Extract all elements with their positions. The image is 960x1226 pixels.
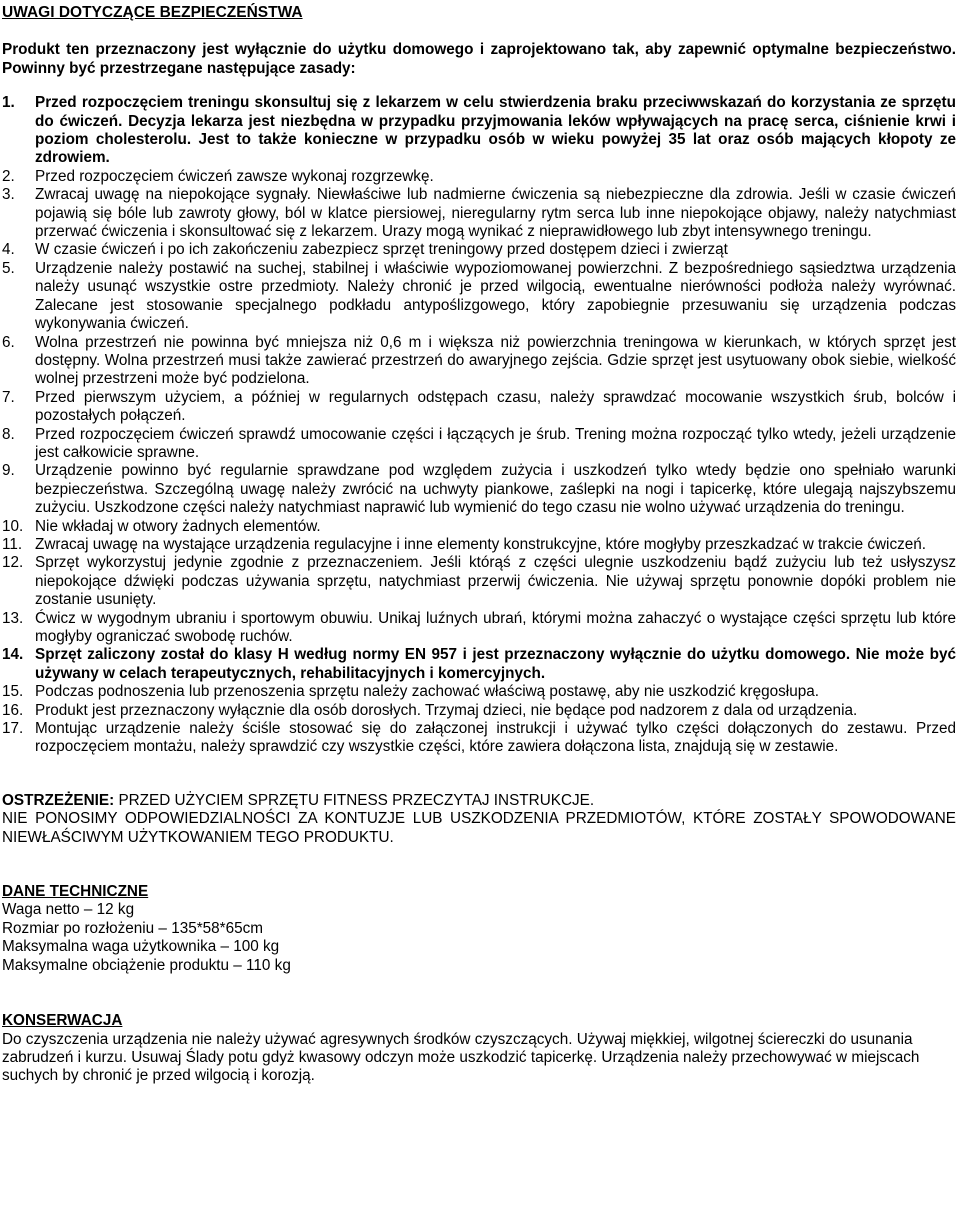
safety-rule-item [2, 186, 956, 241]
rule-text: Wolna przestrzeń nie powinna być mniejsza niż 0,6 m i większa niż powierzchnia treningowa w kierunkach, w których sprzęt jest dostępny. Wolna przestrzeń musi także zawierać przestrzeń do awaryjnego zejścia. Gdzie sprzęt jest usytuowany obok siebie, wielkość wolnej przestrzeni może być podzielona. [35, 333, 956, 388]
tech-line: Maksymalne obciążenie produktu – 110 kg [2, 956, 291, 974]
safety-rule-item [2, 334, 956, 389]
safety-rule-item [2, 536, 956, 554]
rule-number: 17. [2, 720, 24, 738]
rule-text: Urządzenie powinno być regularnie sprawdzane pod względem zużycia i uszkodzeń tylko wtedy będzie ono spełniało warunki bezpieczeństwa. Szczególną uwagę należy zwrócić na uchwyty piankowe, zaślepki na nogi i tapicerkę, które ulegają najszybszemu zużyciu. Uszkodzone części należy natychmiast naprawić lub wymienić do tego czasu nie wolno używać urządzenia do treningu. [35, 462, 956, 517]
safety-rules-list [2, 94, 956, 757]
conservation-section [2, 1012, 956, 1086]
rule-text: Przed rozpoczęciem treningu skonsultuj się z lekarzem w celu stwierdzenia braku przeciwwskazań do korzystania ze sprzętu do ćwiczeń. Decyzja lekarza jest niezbędna w przypadku przyjmowania leków wpływających na pracę serca, ciśnienie krwi i poziom cholesterolu. Jest to także konieczne w przypadku osób w wieku powyżej 35 lat oraz osób mających kłopoty ze zdrowiem. [35, 94, 956, 167]
warning-label: OSTRZEŻENIE: [2, 791, 115, 809]
warning-line-1 [2, 792, 956, 810]
conservation-text: Do czyszczenia urządzenia nie należy używać agresywnych środków czyszczących. Używaj miękkiej, wilgotnej ściereczki do usunania zabrudzeń i kurzu. Usuwaj Ślady potu gdyż kwasowy odczyn może uszkodzić tapicerkę. Urządzenia należy przechowywać w miejscach suchych by chronić je przed wilgocią i korozją. [2, 1030, 920, 1085]
safety-rule-item [2, 702, 956, 720]
rule-number: 16. [2, 701, 24, 719]
rule-number: 12. [2, 554, 24, 572]
rule-number: 7. [2, 388, 15, 406]
safety-rule-item [2, 462, 956, 517]
rule-text: Podczas podnoszenia lub przenoszenia sprzętu należy zachować właściwą postawę, aby nie uszkodzić kręgosłupa. [35, 683, 819, 701]
safety-rule-item [2, 720, 956, 757]
safety-rule-item [2, 426, 956, 463]
safety-rule-item [2, 518, 956, 536]
safety-rule-item [2, 168, 956, 186]
rule-text: Produkt jest przeznaczony wyłącznie dla osób dorosłych. Trzymaj dzieci, nie będące pod nadzorem z dala od urządzenia. [35, 701, 858, 719]
warning-block [2, 792, 956, 847]
rule-number: 14. [2, 646, 24, 664]
safety-rule-item [2, 554, 956, 609]
rule-text: Przed rozpoczęciem ćwiczeń zawsze wykonaj rozgrzewkę. [35, 167, 434, 185]
technical-data-heading: DANE TECHNICZNE [2, 883, 149, 901]
rule-number: 15. [2, 683, 24, 701]
safety-rule-item [2, 646, 956, 683]
tech-line: Rozmiar po rozłożeniu – 135*58*65cm [2, 919, 264, 937]
tech-line: Maksymalna waga użytkownika – 100 kg [2, 938, 280, 956]
safety-rule-item [2, 260, 956, 334]
rule-text: Nie wkładaj w otwory żadnych elementów. [35, 517, 321, 535]
safety-rule-item [2, 389, 956, 426]
rule-number: 13. [2, 609, 24, 627]
intro-paragraph: Produkt ten przeznaczony jest wyłącznie do użytku domowego i zaprojektowano tak, aby zapewnić optymalne bezpieczeństwo. Powinny być przestrzegane następujące zasady: [2, 41, 956, 77]
rule-number: 9. [2, 462, 15, 480]
rule-number: 8. [2, 425, 15, 443]
rule-number: 11. [2, 535, 23, 553]
rule-number: 3. [2, 186, 15, 204]
safety-title: UWAGI DOTYCZĄCE BEZPIECZEŃSTWA [2, 4, 303, 21]
rule-text: Ćwicz w wygodnym ubraniu i sportowym obuwiu. Unikaj luźnych ubrań, którymi można zahaczyć o wystające części sprzętu lub które mogłyby ograniczać swobodę ruchów. [35, 609, 956, 645]
rule-text: Montując urządzenie należy ściśle stosować się do załączonej instrukcji i używać tylko części dołączonych do zestawu. Przed rozpoczęciem montażu, należy sprawdzić czy wszystkie części, które zawiera dołączona lista, znajdują się w zestawie. [35, 720, 956, 756]
safety-rule-item [2, 610, 956, 647]
conservation-heading: KONSERWACJA [2, 1012, 123, 1030]
rule-text: Urządzenie należy postawić na suchej, stabilnej i właściwie wypoziomowanej powierzchni. Z bezpośredniego sąsiedztwa urządzenia należy usunąć wszystkie ostre przedmioty. Należy chronić je przed wilgocią, ewentualne nierówności podłoża należy wyrównać. Zalecane jest stosowanie specjalnego podkładu antypoślizgowego, który zapobiegnie przesuwaniu się urządzenia podczas wykonywania ćwiczeń. [35, 259, 956, 333]
rule-number: 10. [2, 517, 24, 535]
safety-rule-item [2, 241, 956, 259]
rule-number: 1. [2, 94, 15, 112]
warning-line-1-text: PRZED UŻYCIEM SPRZĘTU FITNESS PRZECZYTAJ INSTRUKCJE. [118, 791, 595, 809]
rule-text: W czasie ćwiczeń i po ich zakończeniu zabezpiecz sprzęt treningowy przed dostępem dzieci i zwierząt [35, 241, 728, 259]
rule-number: 4. [2, 241, 15, 259]
safety-rule-item [2, 683, 956, 701]
document-page [2, 4, 956, 1086]
rule-number: 2. [2, 167, 15, 185]
rule-text: Sprzęt wykorzystuj jedynie zgodnie z przeznaczeniem. Jeśli którąś z części ulegnie uszkodzeniu bądź zużyciu lub też usłyszysz niepokojące dźwięki podczas używania sprzętu, natychmiast przerwij ćwiczenia. Nie używaj sprzętu ponownie dopóki problem nie zostanie usunięty. [35, 554, 956, 609]
tech-line: Waga netto – 12 kg [2, 901, 135, 919]
rule-text: Przed pierwszym użyciem, a później w regularnych odstępach czasu, należy sprawdzać mocowanie wszystkich śrub, bolców i pozostałych połączeń. [35, 388, 956, 425]
rule-number: 6. [2, 333, 15, 351]
technical-data-section [2, 883, 956, 975]
rule-text: Zwracaj uwagę na wystające urządzenia regulacyjne i inne elementy konstrukcyjne, które mogłyby przeszkadzać w trakcie ćwiczeń. [35, 535, 927, 553]
rule-text: Zwracaj uwagę na niepokojące sygnały. Niewłaściwe lub nadmierne ćwiczenia są niebezpieczne dla zdrowia. Jeśli w czasie ćwiczeń pojawią się bóle lub zawroty głowy, ból w klatce piersiowej, nieregularny rytm serca lub inne niepokojące objawy, należy natychmiast przerwać ćwiczenia i skonsultować się z lekarzem. Urazy mogą wynikać z nieprawidłowego lub zbyt intensywnego treningu. [35, 186, 956, 241]
rule-text: Sprzęt zaliczony został do klasy H według normy EN 957 i jest przeznaczony wyłącznie do użytku domowego. Nie może być używany w celach terapeutycznych, rehabilitacyjnych i komercyjnych. [35, 646, 956, 682]
warning-line-2: NIE PONOSIMY ODPOWIEDZIALNOŚCI ZA KONTUZJE LUB USZKODZENIA PRZEDMIOTÓW, KTÓRE ZOSTAŁY SPOWODOWANE NIEWŁAŚCIWYM UŻYTKOWANIEM TEGO PRODUKTU. [2, 810, 956, 846]
safety-rule-item [2, 94, 956, 168]
rule-text: Przed rozpoczęciem ćwiczeń sprawdź umocowanie części i łączących je śrub. Trening można rozpocząć tylko wtedy, jeżeli urządzenie jest całkowicie sprawne. [35, 425, 956, 461]
rule-number: 5. [2, 259, 15, 277]
